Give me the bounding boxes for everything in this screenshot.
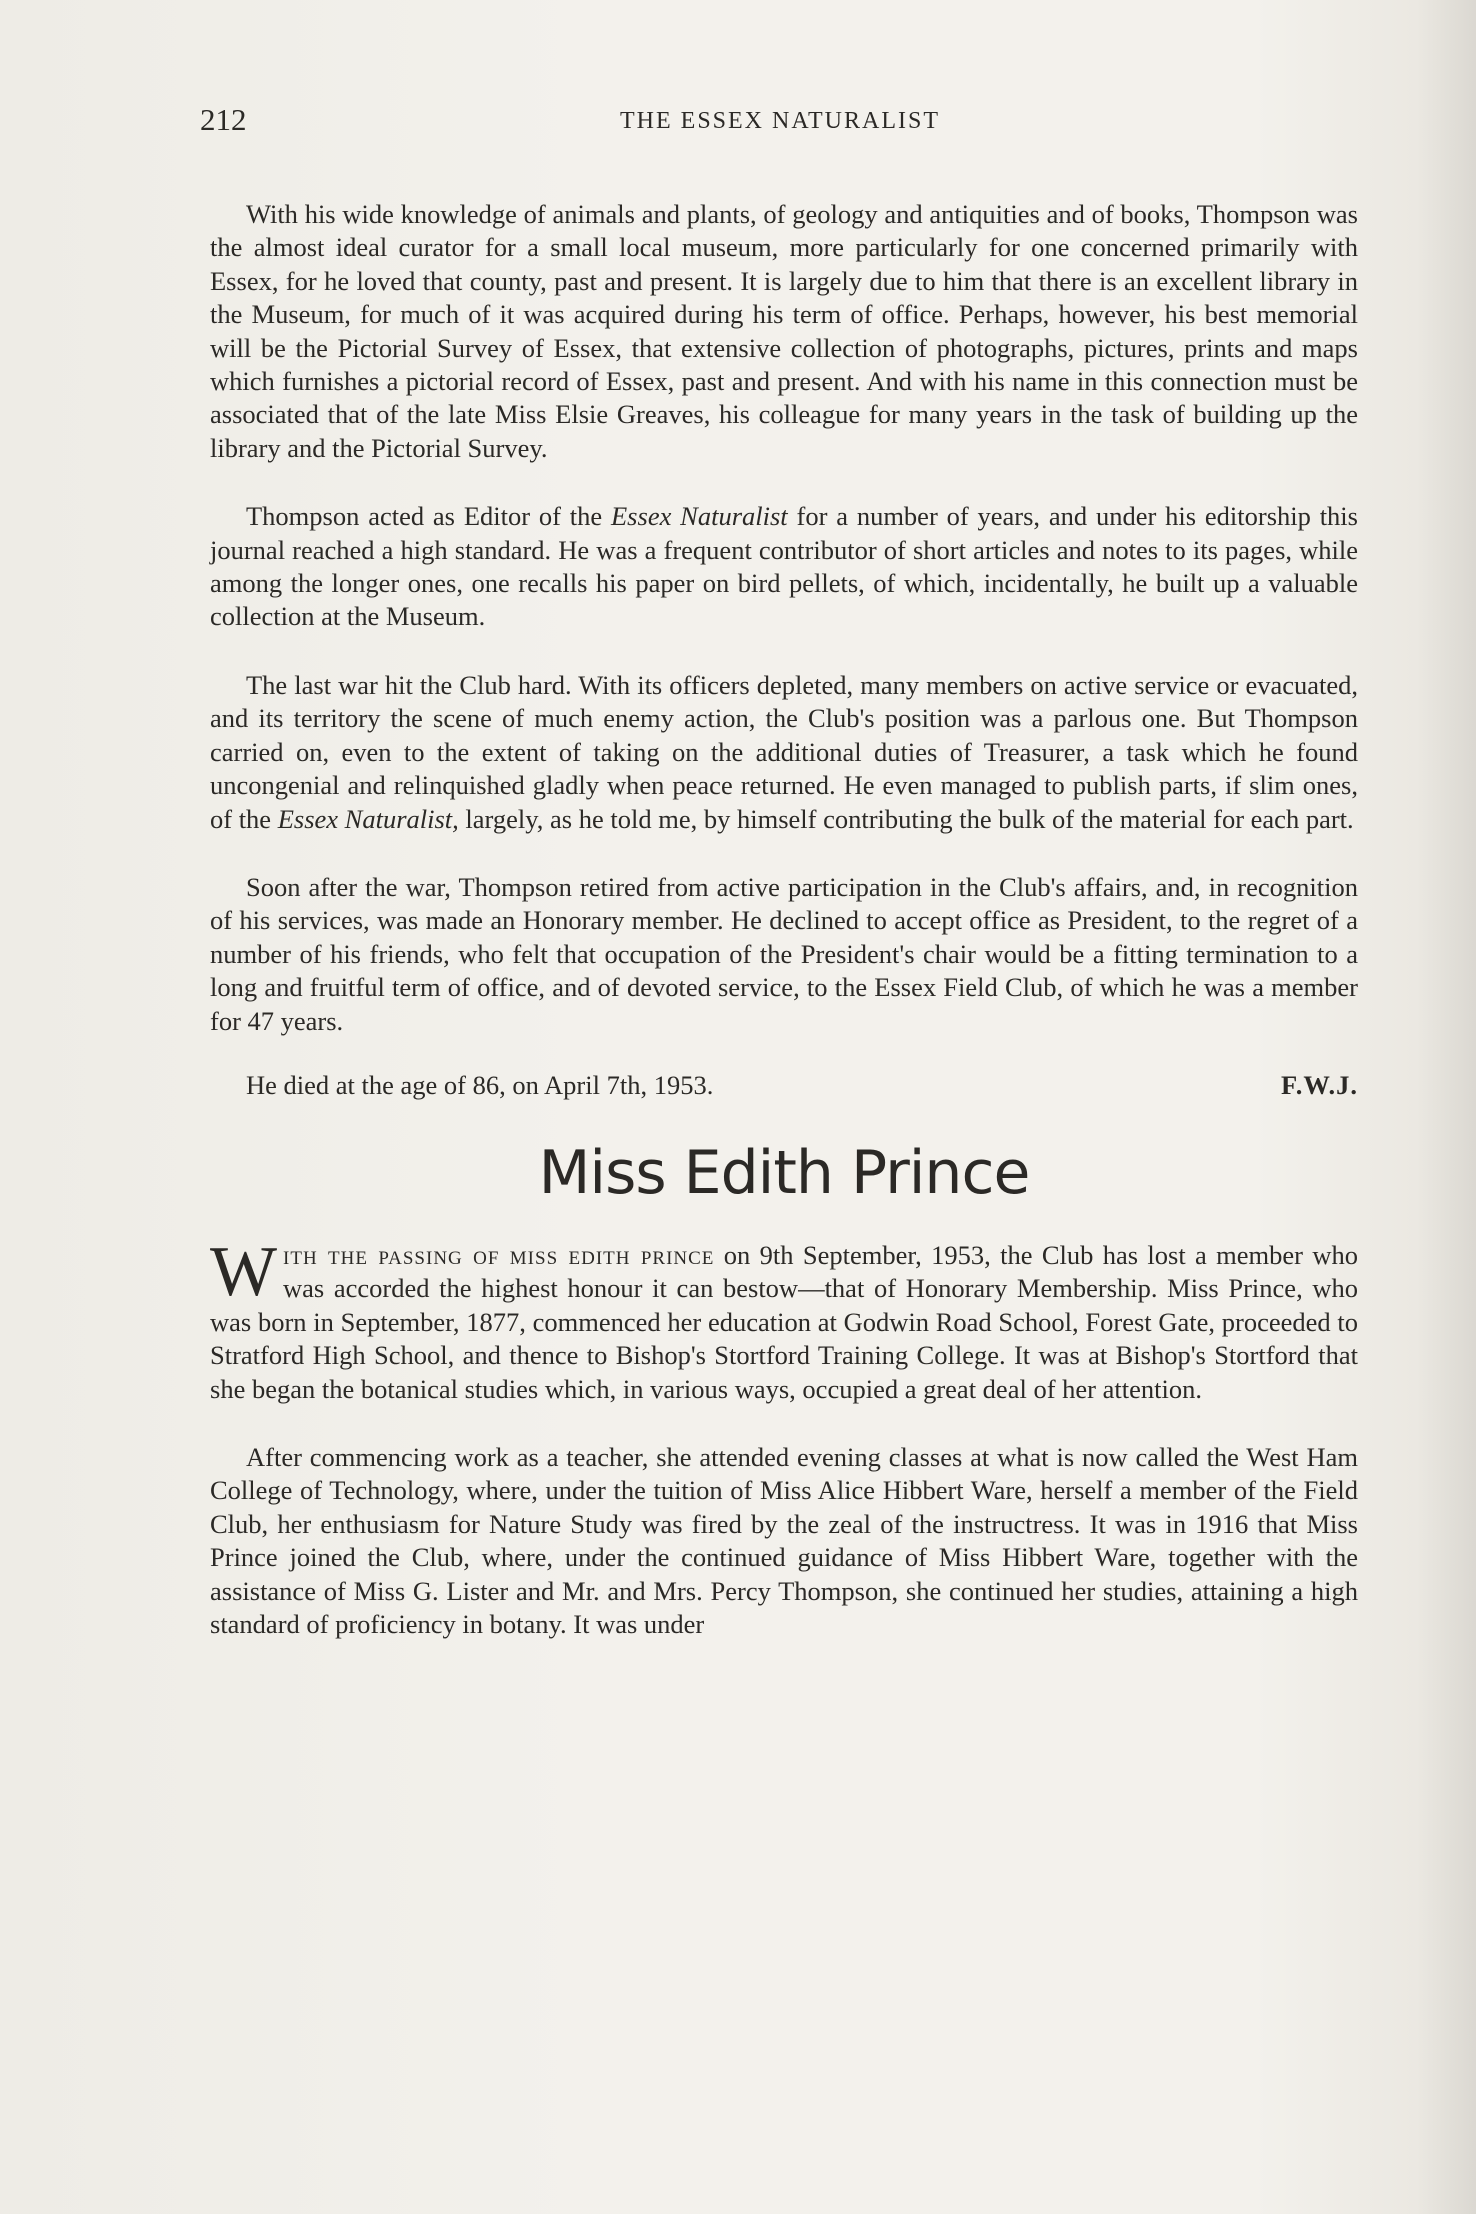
journal-name-italic: Essex Naturalist, (277, 803, 459, 834)
running-head (200, 102, 1360, 142)
thompson-paragraph-4: Soon after the war, Thompson retired from active participation in the Club's affairs, and, in recognition of his services, was made an Honorary member. He declined to accept office as President, to the regret of a number of his friends, who felt that occupation of the President's chair would be a fitting termination to a long and fruitful term of office, and of devoted service, to the Essex Field Club, of which he was a member for 47 years. (210, 871, 1358, 1036)
article-body (210, 198, 1358, 1676)
thompson-p3-text-before: The last war hit the Club hard. With its officers depleted, many members on active service or evacuated, and its territory the scene of much enemy action, the Club's position was a parlous one. But Thompson carried on, even to the extent of taking on the additional duties of Treasurer, a task which he found uncongenial and relinquished gladly when peace returned. He even managed to publish parts, if slim ones, of the (210, 669, 1358, 834)
obituary-heading: Miss Edith Prince (538, 1137, 1030, 1208)
page-edge-shadow (1416, 0, 1476, 2214)
thompson-p2-text-before: Thompson acted as Editor of the (246, 501, 611, 532)
page-number: 212 (200, 102, 247, 137)
thompson-paragraph-3 (210, 669, 1358, 836)
death-notice: He died at the age of 86, on April 7th, 1953. (246, 1069, 714, 1100)
thompson-paragraph-1: With his wide knowledge of animals and plants, of geology and antiquities and of books, Thompson was the almost ideal curator for a small local museum, more particularly for one concerned primarily with Essex, for he loved that county, past and present. It is largely due to him that there is an excellent library in the Museum, for much of it was acquired during his term of office. Perhaps, however, his best memorial will be the Pictorial Survey of Essex, that extensive collection of photographs, pictures, prints and maps which furnishes a pictorial record of Essex, past and present. And with his name in this connection must be associated that of the late Miss Elsie Greaves, his colleague for many years in the task of building up the library and the Pictorial Survey. (210, 199, 1358, 463)
journal-name-italic: Essex Naturalist (611, 501, 788, 532)
thompson-p2-text-after: for a number of years, and under his editorship this journal reached a high standard. He was a frequent contributor of short articles and notes to its pages, while among the longer ones, one recalls his paper on bird pellets, of which, incidentally, he built up a valuable collection at the Museum. (210, 501, 1358, 632)
lead-in-smallcaps: ith the passing of miss edith prince (283, 1239, 715, 1270)
thompson-paragraph-2 (210, 500, 1358, 634)
prince-paragraph-1 (210, 1232, 1358, 1406)
author-initials: F.W.J. (1281, 1069, 1358, 1100)
prince-paragraph-2: After commencing work as a teacher, she attended evening classes at what is now called the West Ham College of Technology, where, under the tuition of Miss Alice Hibbert Ware, herself a member of the Field Club, her enthusiasm for Nature Study was fired by the zeal of the instructress. It was in 1916 that Miss Prince joined the Club, where, under the continued guidance of Miss Hibbert Ware, together with the assistance of Miss G. Lister and Mr. and Mrs. Percy Thompson, she continued her studies, attaining a high standard of proficiency in botany. It was under (210, 1441, 1358, 1639)
thompson-p3-text-after: largely, as he told me, by himself contributing the bulk of the material for each part. (458, 803, 1354, 834)
journal-title: THE ESSEX NATURALIST (620, 108, 940, 134)
closing-line (210, 1069, 1358, 1103)
prince-p1-text: on 9th September, 1953, the Club has lost a member who was accorded the highest honour it can bestow—that of Honorary Membership. Miss Prince, who was born in September, 1877, commenced her education at Godwin Road School, Forest Gate, proceeded to Stratford High School, and thence to Bishop's Stortford Training College. It was at Bishop's Stortford that she began the botanical studies which, in various ways, occupied a great deal of her attention. (210, 1239, 1358, 1404)
drop-cap: W (210, 1232, 278, 1311)
